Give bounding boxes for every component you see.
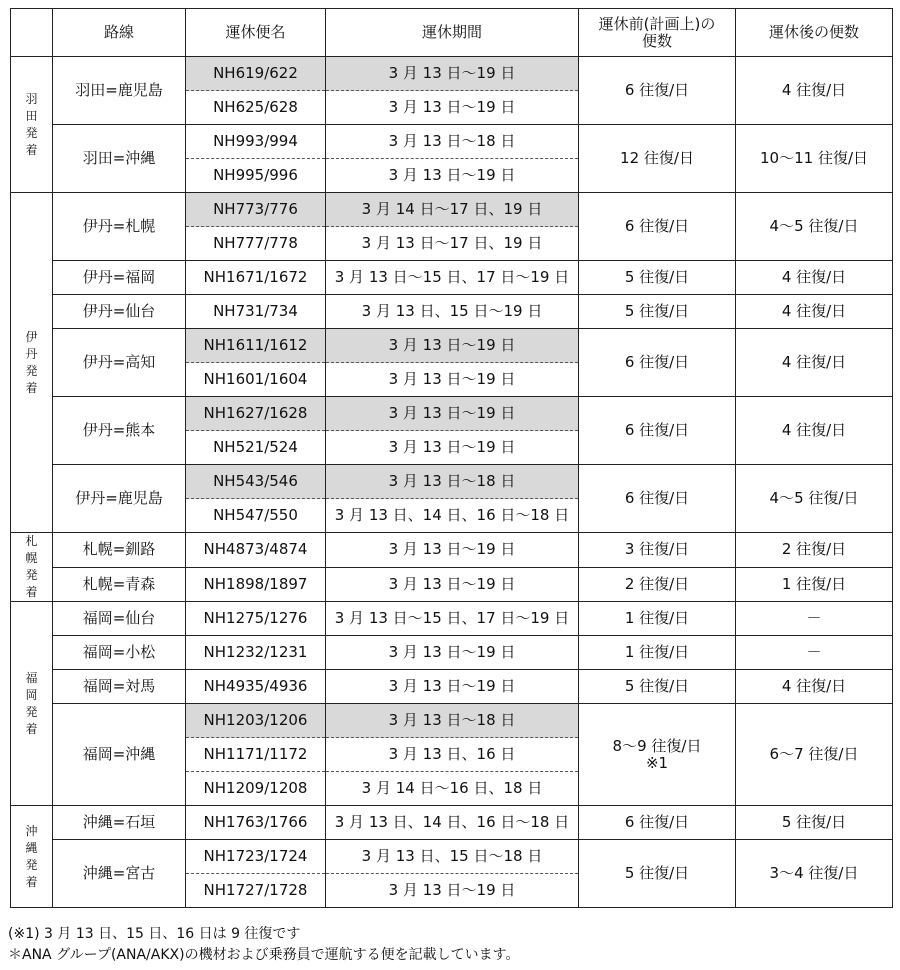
footnote-2: ＊ANA グループ(ANA/AKX)の機材および乗務員で運航する便を記載しています。 <box>8 947 520 963</box>
flight-number-cell: NH995/996 <box>186 159 326 193</box>
flights-after-cell: 3～4 往復/日 <box>736 840 893 908</box>
header-region <box>11 9 53 57</box>
table-row <box>11 840 893 874</box>
flights-after-cell: 1 往復/日 <box>736 567 893 602</box>
suspension-period-cell: 3 月 13 日、14 日、16 日～18 日 <box>326 806 579 840</box>
route-name-cell: 福岡=仙台 <box>53 602 186 636</box>
flight-number-cell: NH625/628 <box>186 91 326 125</box>
flight-number-cell: NH1203/1206 <box>186 704 326 738</box>
table-row <box>11 636 893 670</box>
flights-before-cell: 6 往復/日 <box>579 397 736 465</box>
flights-before-cell: 8～9 往復/日 ※1 <box>579 704 736 806</box>
route-name-cell: 札幌=釧路 <box>53 533 186 568</box>
table-row <box>11 261 893 295</box>
flight-number-cell: NH4935/4936 <box>186 670 326 704</box>
suspension-table-container <box>10 8 892 908</box>
route-name-cell: 伊丹=福岡 <box>53 261 186 295</box>
flights-before-cell: 6 往復/日 <box>579 193 736 261</box>
route-name-cell: 羽田=沖縄 <box>53 125 186 193</box>
route-name-cell: 羽田=鹿児島 <box>53 57 186 125</box>
flights-after-cell: 4 往復/日 <box>736 57 893 125</box>
flights-after-cell: － <box>736 636 893 670</box>
flights-after-cell: 5 往復/日 <box>736 806 893 840</box>
region-label: 福岡発着 <box>25 670 38 736</box>
flights-after-cell: － <box>736 602 893 636</box>
region-cell <box>11 533 53 602</box>
flights-before-cell: 5 往復/日 <box>579 261 736 295</box>
table-row <box>11 533 893 568</box>
suspension-period-cell: 3 月 13 日～15 日、17 日～19 日 <box>326 261 579 295</box>
table-row <box>11 193 893 227</box>
region-label: 札幌発着 <box>25 534 38 599</box>
flights-before-cell: 12 往復/日 <box>579 125 736 193</box>
table-row <box>11 57 893 91</box>
footnote-1: (※1) 3 月 13 日、15 日、16 日は 9 往復です <box>8 926 301 942</box>
suspension-period-cell: 3 月 13 日～19 日 <box>326 567 579 602</box>
flights-after-cell: 4 往復/日 <box>736 329 893 397</box>
flight-number-cell: NH993/994 <box>186 125 326 159</box>
flight-number-cell: NH547/550 <box>186 499 326 533</box>
flights-before-cell: 5 往復/日 <box>579 670 736 704</box>
route-name-cell: 伊丹=仙台 <box>53 295 186 329</box>
flights-before-cell: 1 往復/日 <box>579 636 736 670</box>
flight-number-cell: NH521/524 <box>186 431 326 465</box>
flight-number-cell: NH1671/1672 <box>186 261 326 295</box>
suspension-period-cell: 3 月 13 日～19 日 <box>326 533 579 568</box>
suspension-period-cell: 3 月 14 日～16 日、18 日 <box>326 772 579 806</box>
suspension-period-cell: 3 月 13 日～17 日、19 日 <box>326 227 579 261</box>
flight-number-cell: NH1232/1231 <box>186 636 326 670</box>
suspension-period-cell: 3 月 13 日、15 日～18 日 <box>326 840 579 874</box>
suspension-period-cell: 3 月 13 日～19 日 <box>326 431 579 465</box>
suspension-period-cell: 3 月 13 日～18 日 <box>326 704 579 738</box>
flights-after-cell: 6～7 往復/日 <box>736 704 893 806</box>
flights-after-cell: 4 往復/日 <box>736 670 893 704</box>
suspension-period-cell: 3 月 13 日～15 日、17 日～19 日 <box>326 602 579 636</box>
table-row <box>11 295 893 329</box>
suspension-period-cell: 3 月 13 日～19 日 <box>326 57 579 91</box>
suspension-period-cell: 3 月 13 日～18 日 <box>326 465 579 499</box>
flight-number-cell: NH543/546 <box>186 465 326 499</box>
suspension-period-cell: 3 月 13 日～19 日 <box>326 91 579 125</box>
table-row <box>11 397 893 431</box>
flight-number-cell: NH1898/1897 <box>186 567 326 602</box>
flights-before-cell: 5 往復/日 <box>579 295 736 329</box>
flights-after-cell: 4 往復/日 <box>736 295 893 329</box>
region-label: 沖縄発着 <box>25 823 38 889</box>
region-cell <box>11 193 53 533</box>
route-name-cell: 伊丹=鹿児島 <box>53 465 186 533</box>
flight-number-cell: NH4873/4874 <box>186 533 326 568</box>
flights-before-cell: 5 往復/日 <box>579 840 736 908</box>
flight-suspension-table <box>10 8 893 908</box>
suspension-period-cell: 3 月 13 日～19 日 <box>326 670 579 704</box>
flights-after-cell: 4～5 往復/日 <box>736 465 893 533</box>
flight-number-cell: NH1727/1728 <box>186 874 326 908</box>
flight-number-cell: NH1763/1766 <box>186 806 326 840</box>
route-name-cell: 伊丹=札幌 <box>53 193 186 261</box>
suspension-period-cell: 3 月 13 日、14 日、16 日～18 日 <box>326 499 579 533</box>
suspension-period-cell: 3 月 13 日、16 日 <box>326 738 579 772</box>
region-cell <box>11 806 53 908</box>
route-name-cell: 福岡=沖縄 <box>53 704 186 806</box>
suspension-period-cell: 3 月 13 日、15 日～19 日 <box>326 295 579 329</box>
table-row <box>11 806 893 840</box>
route-name-cell: 沖縄=石垣 <box>53 806 186 840</box>
flights-before-cell: 3 往復/日 <box>579 533 736 568</box>
flights-after-cell: 4 往復/日 <box>736 397 893 465</box>
flight-number-cell: NH731/734 <box>186 295 326 329</box>
suspension-period-cell: 3 月 13 日～19 日 <box>326 159 579 193</box>
header-route: 路線 <box>53 9 186 57</box>
table-row <box>11 602 893 636</box>
header-row <box>11 9 893 57</box>
table-row <box>11 670 893 704</box>
header-after: 運休後の便数 <box>736 9 893 57</box>
table-row <box>11 125 893 159</box>
suspension-period-cell: 3 月 13 日～19 日 <box>326 636 579 670</box>
flights-before-cell: 6 往復/日 <box>579 57 736 125</box>
flight-number-cell: NH1601/1604 <box>186 363 326 397</box>
route-name-cell: 福岡=対馬 <box>53 670 186 704</box>
flight-number-cell: NH1275/1276 <box>186 602 326 636</box>
region-label: 羽田発着 <box>25 91 38 157</box>
route-name-cell: 伊丹=高知 <box>53 329 186 397</box>
route-name-cell: 福岡=小松 <box>53 636 186 670</box>
flights-before-cell: 6 往復/日 <box>579 329 736 397</box>
route-name-cell: 札幌=青森 <box>53 567 186 602</box>
flights-after-cell: 10～11 往復/日 <box>736 125 893 193</box>
flight-number-cell: NH1627/1628 <box>186 397 326 431</box>
flight-number-cell: NH777/778 <box>186 227 326 261</box>
suspension-period-cell: 3 月 13 日～19 日 <box>326 874 579 908</box>
region-cell <box>11 57 53 193</box>
suspension-period-cell: 3 月 13 日～19 日 <box>326 363 579 397</box>
flight-number-cell: NH1611/1612 <box>186 329 326 363</box>
flights-before-cell: 6 往復/日 <box>579 806 736 840</box>
flight-number-cell: NH1209/1208 <box>186 772 326 806</box>
table-body <box>11 57 893 908</box>
route-name-cell: 沖縄=宮古 <box>53 840 186 908</box>
suspension-period-cell: 3 月 13 日～19 日 <box>326 397 579 431</box>
table-row <box>11 567 893 602</box>
region-cell <box>11 602 53 806</box>
flights-after-cell: 4～5 往復/日 <box>736 193 893 261</box>
flight-number-cell: NH773/776 <box>186 193 326 227</box>
flights-before-cell: 1 往復/日 <box>579 602 736 636</box>
flight-number-cell: NH1723/1724 <box>186 840 326 874</box>
flights-before-cell: 6 往復/日 <box>579 465 736 533</box>
route-name-cell: 伊丹=熊本 <box>53 397 186 465</box>
suspension-period-cell: 3 月 13 日～18 日 <box>326 125 579 159</box>
table-row <box>11 465 893 499</box>
header-period: 運休期間 <box>326 9 579 57</box>
flights-before-cell: 2 往復/日 <box>579 567 736 602</box>
suspension-period-cell: 3 月 14 日～17 日、19 日 <box>326 193 579 227</box>
flights-after-cell: 4 往復/日 <box>736 261 893 295</box>
region-label: 伊丹発着 <box>25 329 38 395</box>
header-before: 運休前(計画上)の便数 <box>579 9 736 57</box>
flight-number-cell: NH619/622 <box>186 57 326 91</box>
suspension-period-cell: 3 月 13 日～19 日 <box>326 329 579 363</box>
table-row <box>11 329 893 363</box>
flight-number-cell: NH1171/1172 <box>186 738 326 772</box>
table-row <box>11 704 893 738</box>
header-flight: 運休便名 <box>186 9 326 57</box>
flights-after-cell: 2 往復/日 <box>736 533 893 568</box>
